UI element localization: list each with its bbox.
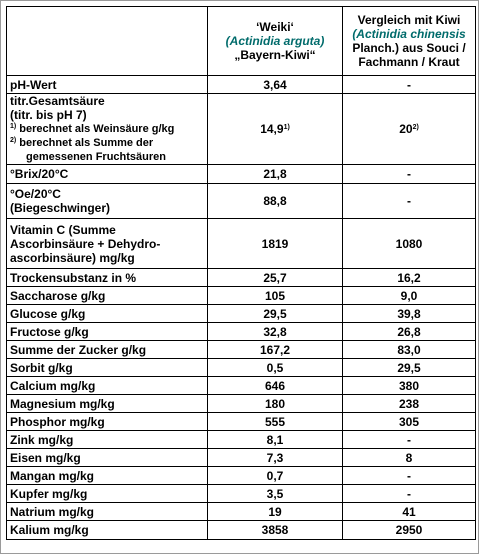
weiki-value: 180 xyxy=(264,396,286,411)
row-label-cell xyxy=(7,184,208,219)
kiwi-value: 16,2 xyxy=(397,270,421,285)
row-label: Zink mg/kg xyxy=(10,432,74,447)
weiki-value: 646 xyxy=(264,378,286,393)
kiwi-value: 2950 xyxy=(395,523,423,537)
row-label-line: ascorbinsäure) mg/kg xyxy=(10,250,135,265)
kiwi-value: 29,5 xyxy=(397,360,421,375)
kiwi-value-cell xyxy=(343,323,476,341)
table-row xyxy=(7,521,476,540)
row-label-cell xyxy=(7,377,208,395)
weiki-value-cell xyxy=(208,485,343,503)
row-label: Glucose g/kg xyxy=(10,306,86,321)
row-label-line: Ascorbinsäure + Dehydro- xyxy=(10,236,161,251)
row-label-cell xyxy=(7,521,208,540)
table-row xyxy=(7,485,476,503)
weiki-value: 1819 xyxy=(261,236,289,251)
row-label-cell xyxy=(7,305,208,323)
weiki-value: 14,9 xyxy=(260,122,284,136)
footnote-1-mark: 1) xyxy=(10,123,17,130)
row-label-cell xyxy=(7,323,208,341)
weiki-value: 7,3 xyxy=(266,450,284,465)
weiki-value-cell xyxy=(208,431,343,449)
row-label: Fructose g/kg xyxy=(10,324,89,339)
kiwi-value: 1080 xyxy=(395,236,423,251)
row-label-line: (Biegeschwinger) xyxy=(10,201,111,215)
kiwi-source-line: Planch.) aus Souci / xyxy=(352,41,466,55)
weiki-value-cell xyxy=(208,305,343,323)
row-label: Sorbit g/kg xyxy=(10,360,73,375)
row-label: Trockensubstanz in % xyxy=(10,270,137,285)
kiwi-value-cell xyxy=(343,467,476,485)
kiwi-value-cell xyxy=(343,377,476,395)
kiwi-value: - xyxy=(407,194,411,208)
weiki-value-cell xyxy=(208,76,343,94)
weiki-value-cell xyxy=(208,94,343,165)
table-row xyxy=(7,305,476,323)
kiwi-value-cell xyxy=(343,269,476,287)
row-label-line: titr.Gesamtsäure xyxy=(10,94,105,108)
weiki-value-cell xyxy=(208,413,343,431)
row-label: Eisen mg/kg xyxy=(10,450,81,465)
row-label-cell xyxy=(7,359,208,377)
weiki-value: 555 xyxy=(264,414,286,429)
row-label-cell xyxy=(7,287,208,305)
weiki-value-cell xyxy=(208,219,343,269)
weiki-value: 3858 xyxy=(261,523,289,537)
weiki-value: 3,5 xyxy=(266,486,284,501)
weiki-value: 19 xyxy=(268,504,282,519)
table-row xyxy=(7,165,476,184)
kiwi-value: 20 xyxy=(399,122,413,136)
weiki-value-cell xyxy=(208,377,343,395)
footnote-2-continuation: gemessenen Fruchtsäuren xyxy=(26,151,166,163)
row-label-cell xyxy=(7,395,208,413)
row-label-cell xyxy=(7,341,208,359)
table-row xyxy=(7,184,476,219)
table-row xyxy=(7,395,476,413)
table-header-row xyxy=(7,7,476,76)
kiwi-value: 8 xyxy=(405,450,413,465)
weiki-value-cell xyxy=(208,359,343,377)
kiwi-value: 9,0 xyxy=(400,288,418,303)
weiki-value-cell xyxy=(208,521,343,540)
table-row xyxy=(7,219,476,269)
row-label-cell xyxy=(7,431,208,449)
kiwi-value: 238 xyxy=(398,396,420,411)
kiwi-title: Vergleich mit Kiwi xyxy=(357,13,461,27)
table-row xyxy=(7,377,476,395)
kiwi-value-cell xyxy=(343,94,476,165)
weiki-value: 0,7 xyxy=(266,468,284,483)
kiwi-value-cell xyxy=(343,395,476,413)
footnote-2-mark: 2) xyxy=(10,137,17,144)
row-label: Saccharose g/kg xyxy=(10,288,106,303)
row-label-cell xyxy=(7,94,208,165)
kiwi-value: 305 xyxy=(398,414,420,429)
kiwi-value: 83,0 xyxy=(397,342,421,357)
row-label: pH-Wert xyxy=(10,77,57,92)
kiwi-value-cell xyxy=(343,305,476,323)
table-row xyxy=(7,503,476,521)
weiki-value-cell xyxy=(208,323,343,341)
table-row xyxy=(7,94,476,165)
kiwi-species: (Actinidia chinensis xyxy=(352,27,466,41)
kiwi-value-cell xyxy=(343,287,476,305)
table-row xyxy=(7,323,476,341)
weiki-subtitle: „Bayern-Kiwi“ xyxy=(234,48,316,62)
weiki-value: 88,8 xyxy=(263,194,287,208)
weiki-value-cell xyxy=(208,341,343,359)
row-label-line: (titr. bis pH 7) xyxy=(10,108,87,122)
row-label-cell xyxy=(7,76,208,94)
weiki-value: 32,8 xyxy=(263,324,287,339)
footnote-1-text: berechnet als Weinsäure g/kg xyxy=(16,123,175,135)
kiwi-value: - xyxy=(407,77,411,92)
table-row xyxy=(7,449,476,467)
comparison-table xyxy=(6,6,476,540)
footnote-2-text: berechnet als Summe der xyxy=(16,137,154,149)
table-row xyxy=(7,359,476,377)
weiki-species: (Actinidia arguta) xyxy=(225,34,325,48)
weiki-value-footnote-mark: 1) xyxy=(283,124,290,131)
kiwi-value-cell xyxy=(343,485,476,503)
kiwi-value: 39,8 xyxy=(397,306,421,321)
row-label-cell xyxy=(7,165,208,184)
table-row xyxy=(7,413,476,431)
row-label-cell xyxy=(7,269,208,287)
row-label-line: Vitamin C (Summe xyxy=(10,222,116,237)
weiki-value: 167,2 xyxy=(259,342,291,357)
weiki-value: 0,5 xyxy=(266,360,284,375)
kiwi-value: 380 xyxy=(398,378,420,393)
row-label-line: °Oe/20°C xyxy=(10,187,61,201)
table-row xyxy=(7,269,476,287)
kiwi-value: - xyxy=(407,468,411,483)
row-label-cell xyxy=(7,449,208,467)
kiwi-value-cell xyxy=(343,184,476,219)
kiwi-value-cell xyxy=(343,76,476,94)
kiwi-value-cell xyxy=(343,521,476,540)
header-weiki xyxy=(208,7,343,76)
row-label: Mangan mg/kg xyxy=(10,468,95,483)
row-label: Magnesium mg/kg xyxy=(10,396,115,411)
row-label: Natrium mg/kg xyxy=(10,504,95,519)
kiwi-value: - xyxy=(407,167,411,181)
table-row xyxy=(7,341,476,359)
kiwi-source-authors: Fachmann / Kraut xyxy=(358,55,460,69)
kiwi-value-footnote-mark: 2) xyxy=(412,124,419,131)
table-row xyxy=(7,76,476,94)
header-empty-cell xyxy=(7,7,208,76)
kiwi-value: - xyxy=(407,486,411,501)
weiki-value-cell xyxy=(208,269,343,287)
weiki-value-cell xyxy=(208,184,343,219)
weiki-value: 29,5 xyxy=(263,306,287,321)
weiki-value-cell xyxy=(208,503,343,521)
footnote-2 xyxy=(10,136,204,150)
row-label-cell xyxy=(7,413,208,431)
row-label-cell xyxy=(7,485,208,503)
row-label-cell xyxy=(7,219,208,269)
kiwi-value: - xyxy=(407,432,411,447)
table-body xyxy=(7,76,476,540)
kiwi-value-cell xyxy=(343,359,476,377)
row-label: Calcium mg/kg xyxy=(10,378,96,393)
weiki-value-cell xyxy=(208,287,343,305)
weiki-value: 8,1 xyxy=(266,432,284,447)
weiki-value-cell xyxy=(208,449,343,467)
row-label: Summe der Zucker g/kg xyxy=(10,342,147,357)
kiwi-value-cell xyxy=(343,431,476,449)
row-label: Kupfer mg/kg xyxy=(10,486,88,501)
row-label: Phosphor mg/kg xyxy=(10,414,105,429)
weiki-value: 21,8 xyxy=(263,167,287,181)
kiwi-value-cell xyxy=(343,503,476,521)
weiki-value-cell xyxy=(208,467,343,485)
header-kiwi xyxy=(343,7,476,76)
kiwi-value-cell xyxy=(343,413,476,431)
weiki-value: 3,64 xyxy=(263,77,287,92)
footnote-1 xyxy=(10,122,204,136)
kiwi-value-cell xyxy=(343,165,476,184)
row-label-cell xyxy=(7,503,208,521)
table-row xyxy=(7,287,476,305)
weiki-value: 105 xyxy=(264,288,286,303)
kiwi-value: 26,8 xyxy=(397,324,421,339)
kiwi-value-cell xyxy=(343,219,476,269)
weiki-title: ‘Weiki‘ xyxy=(256,20,294,34)
kiwi-value: 41 xyxy=(402,504,416,519)
table-row xyxy=(7,467,476,485)
row-label: °Brix/20°C xyxy=(10,167,69,181)
row-label: Kalium mg/kg xyxy=(10,523,89,537)
weiki-value-cell xyxy=(208,165,343,184)
table-row xyxy=(7,431,476,449)
row-label-cell xyxy=(7,467,208,485)
weiki-value: 25,7 xyxy=(263,270,287,285)
weiki-value-cell xyxy=(208,395,343,413)
kiwi-value-cell xyxy=(343,341,476,359)
kiwi-value-cell xyxy=(343,449,476,467)
